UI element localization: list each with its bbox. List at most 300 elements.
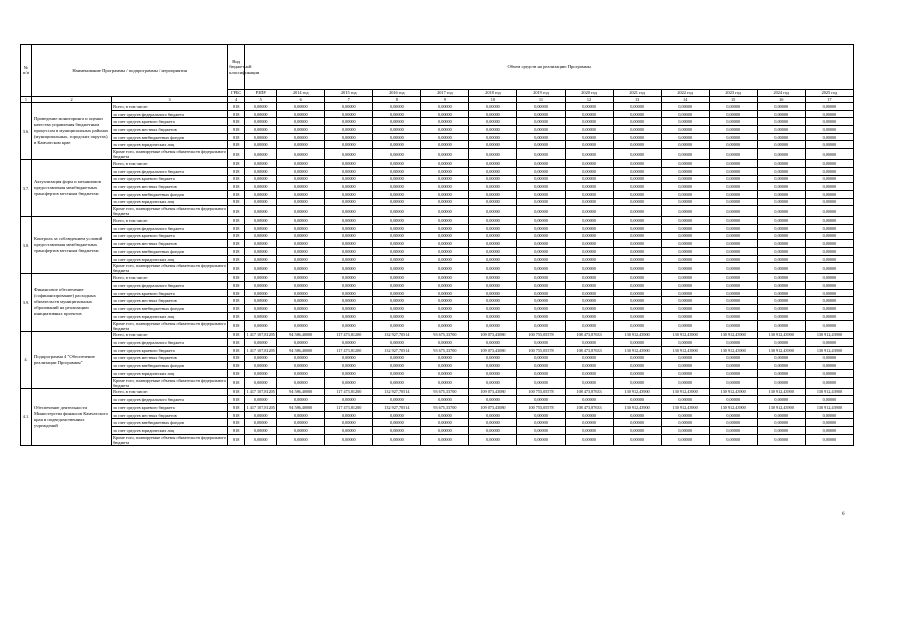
year-value-cell: 0,00000 bbox=[325, 149, 373, 160]
col-header-volume: Объем средств на реализацию Программы bbox=[245, 45, 854, 90]
year-value-cell: 0,00000 bbox=[661, 248, 709, 256]
year-value-cell: 0,00000 bbox=[709, 312, 757, 320]
year-value-cell: 0,00000 bbox=[421, 297, 469, 305]
year-value-cell: 0,00000 bbox=[565, 320, 613, 331]
year-value-cell: 0,00000 bbox=[469, 126, 517, 134]
table-row bbox=[21, 427, 854, 435]
year-value-cell: 0,00000 bbox=[517, 248, 565, 256]
year-value-cell: 0,00000 bbox=[421, 190, 469, 198]
year-value-cell: 0,00000 bbox=[373, 133, 421, 141]
col-number: 6 bbox=[277, 96, 325, 103]
year-value-cell: 0,00000 bbox=[469, 217, 517, 225]
year-value-cell: 0,00000 bbox=[709, 133, 757, 141]
year-value-cell: 0,00000 bbox=[757, 167, 805, 175]
year-value-cell: 108 473,87633 bbox=[565, 346, 613, 354]
year-value-cell: 0,00000 bbox=[517, 263, 565, 274]
total-value-cell: 0,00000 bbox=[245, 167, 277, 175]
year-value-cell: 0,00000 bbox=[757, 354, 805, 362]
table-row bbox=[21, 297, 854, 305]
year-value-cell: 0,00000 bbox=[421, 149, 469, 160]
col-number: 5 bbox=[245, 96, 277, 103]
year-value-cell: 0,00000 bbox=[613, 183, 661, 191]
year-value-cell: 0,00000 bbox=[709, 362, 757, 370]
year-value-cell: 0,00000 bbox=[613, 339, 661, 347]
year-value-cell: 0,00000 bbox=[277, 232, 325, 240]
year-value-cell: 132 927,70514 bbox=[373, 404, 421, 412]
year-value-cell: 0,00000 bbox=[373, 263, 421, 274]
year-value-cell: 130 912,43900 bbox=[661, 346, 709, 354]
year-value-cell: 0,00000 bbox=[565, 339, 613, 347]
year-value-cell: 0,00000 bbox=[805, 190, 853, 198]
item-number: 3.9. bbox=[21, 274, 32, 331]
year-value-cell: 0,00000 bbox=[421, 126, 469, 134]
year-value-cell: 0,00000 bbox=[277, 224, 325, 232]
year-value-cell: 0,00000 bbox=[421, 232, 469, 240]
year-value-cell: 0,00000 bbox=[565, 369, 613, 377]
table-row bbox=[21, 248, 854, 256]
total-value-cell: 0,00000 bbox=[245, 354, 277, 362]
year-value-cell: 0,00000 bbox=[373, 232, 421, 240]
year-value-cell: 0,00000 bbox=[277, 411, 325, 419]
year-value-cell: 0,00000 bbox=[805, 141, 853, 149]
grbs-code: 818 bbox=[228, 149, 245, 160]
grbs-code: 818 bbox=[228, 240, 245, 248]
grbs-code: 818 bbox=[228, 232, 245, 240]
year-value-cell: 0,00000 bbox=[277, 362, 325, 370]
year-value-cell: 0,00000 bbox=[325, 110, 373, 118]
year-value-cell: 0,00000 bbox=[613, 297, 661, 305]
year-value-cell: 0,00000 bbox=[277, 118, 325, 126]
year-value-cell: 0,00000 bbox=[325, 103, 373, 111]
year-value-cell: 0,00000 bbox=[469, 133, 517, 141]
year-value-cell: 0,00000 bbox=[325, 377, 373, 388]
year-value-cell: 0,00000 bbox=[421, 427, 469, 435]
year-value-cell: 0,00000 bbox=[709, 274, 757, 282]
year-value-cell: 0,00000 bbox=[805, 224, 853, 232]
year-value-cell: 0,00000 bbox=[469, 141, 517, 149]
year-value-cell: 0,00000 bbox=[517, 434, 565, 445]
funding-source-label: Кроме того, планируемые объемы обязательств федерального бюджета bbox=[113, 263, 227, 274]
total-value-cell: 0,00000 bbox=[245, 160, 277, 168]
funding-source-label: за счет средств краевого бюджета bbox=[112, 404, 228, 412]
year-value-cell: 0,00000 bbox=[757, 190, 805, 198]
year-value-cell: 0,00000 bbox=[757, 118, 805, 126]
grbs-code: 818 bbox=[228, 289, 245, 297]
year-value-cell: 0,00000 bbox=[805, 434, 853, 445]
year-value-cell: 0,00000 bbox=[517, 175, 565, 183]
year-value-cell: 0,00000 bbox=[373, 255, 421, 263]
grbs-code: 818 bbox=[228, 110, 245, 118]
funding-source-label: Кроме того, планируемые объемы обязательств федерального бюджета bbox=[113, 320, 227, 331]
grbs-code: 818 bbox=[228, 427, 245, 435]
item-number: 4.1. bbox=[21, 388, 32, 445]
year-value-cell: 0,00000 bbox=[325, 305, 373, 313]
col-number: 1 bbox=[21, 96, 32, 103]
year-value-cell: 0,00000 bbox=[421, 175, 469, 183]
col-number: 7 bbox=[325, 96, 373, 103]
table-row bbox=[21, 190, 854, 198]
year-value-cell: 0,00000 bbox=[709, 282, 757, 290]
year-value-cell: 0,00000 bbox=[373, 198, 421, 206]
year-value-cell: 0,00000 bbox=[613, 141, 661, 149]
year-value-cell: 0,00000 bbox=[565, 141, 613, 149]
year-value-cell: 0,00000 bbox=[277, 377, 325, 388]
col-number: 17 bbox=[805, 96, 853, 103]
year-value-cell: 0,00000 bbox=[469, 312, 517, 320]
year-value-cell: 0,00000 bbox=[757, 255, 805, 263]
budget-table bbox=[20, 44, 854, 446]
year-value-cell: 0,00000 bbox=[805, 103, 853, 111]
year-value-cell: 0,00000 bbox=[805, 419, 853, 427]
funding-source-label: за счет средств краевого бюджета bbox=[112, 346, 228, 354]
year-value-cell: 0,00000 bbox=[805, 206, 853, 217]
grbs-code: 818 bbox=[228, 141, 245, 149]
year-value-cell: 0,00000 bbox=[325, 396, 373, 404]
year-value-cell: 0,00000 bbox=[469, 224, 517, 232]
year-value-cell: 0,00000 bbox=[565, 263, 613, 274]
year-value-cell: 0,00000 bbox=[757, 312, 805, 320]
year-value-cell: 0,00000 bbox=[421, 118, 469, 126]
year-value-cell: 0,00000 bbox=[325, 434, 373, 445]
year-value-cell: 0,00000 bbox=[421, 274, 469, 282]
year-value-cell: 108 473,87633 bbox=[565, 388, 613, 396]
grbs-code: 818 bbox=[228, 103, 245, 111]
table-row bbox=[21, 224, 854, 232]
year-value-cell: 0,00000 bbox=[277, 312, 325, 320]
year-value-cell: 117 473,81200 bbox=[325, 388, 373, 396]
year-value-cell: 93 675,33700 bbox=[421, 346, 469, 354]
year-value-cell: 0,00000 bbox=[757, 427, 805, 435]
funding-source-label: за счет средств федерального бюджета bbox=[112, 339, 228, 347]
col-number: 12 bbox=[565, 96, 613, 103]
year-value-cell: 0,00000 bbox=[565, 354, 613, 362]
year-value-cell: 0,00000 bbox=[325, 297, 373, 305]
year-value-cell: 0,00000 bbox=[757, 141, 805, 149]
year-value-cell: 0,00000 bbox=[373, 160, 421, 168]
year-value-cell: 0,00000 bbox=[805, 377, 853, 388]
year-value-cell: 0,00000 bbox=[709, 434, 757, 445]
year-value-cell: 0,00000 bbox=[325, 282, 373, 290]
year-value-cell: 132 927,70514 bbox=[373, 331, 421, 339]
col-header-year: 2016 год bbox=[373, 90, 421, 97]
grbs-code: 818 bbox=[228, 282, 245, 290]
grbs-code: 818 bbox=[228, 183, 245, 191]
year-value-cell: 109 073,43080 bbox=[469, 388, 517, 396]
year-value-cell: 0,00000 bbox=[373, 411, 421, 419]
year-value-cell: 0,00000 bbox=[709, 297, 757, 305]
year-value-cell: 0,00000 bbox=[421, 167, 469, 175]
year-value-cell: 0,00000 bbox=[469, 411, 517, 419]
year-value-cell: 0,00000 bbox=[277, 297, 325, 305]
year-value-cell: 0,00000 bbox=[709, 167, 757, 175]
year-value-cell: 0,00000 bbox=[757, 240, 805, 248]
grbs-code: 818 bbox=[228, 190, 245, 198]
year-value-cell: 0,00000 bbox=[277, 305, 325, 313]
year-value-cell: 0,00000 bbox=[373, 217, 421, 225]
year-value-cell: 130 912,43900 bbox=[757, 404, 805, 412]
year-value-cell: 0,00000 bbox=[661, 183, 709, 191]
year-value-cell: 0,00000 bbox=[661, 118, 709, 126]
year-value-cell: 0,00000 bbox=[325, 183, 373, 191]
year-value-cell: 0,00000 bbox=[421, 240, 469, 248]
year-value-cell: 0,00000 bbox=[277, 133, 325, 141]
year-value-cell: 0,00000 bbox=[661, 110, 709, 118]
year-value-cell: 0,00000 bbox=[517, 289, 565, 297]
year-value-cell: 0,00000 bbox=[325, 274, 373, 282]
year-value-cell: 0,00000 bbox=[613, 396, 661, 404]
grbs-code: 818 bbox=[228, 175, 245, 183]
year-value-cell: 0,00000 bbox=[709, 198, 757, 206]
year-value-cell: 0,00000 bbox=[805, 312, 853, 320]
year-value-cell: 100 755,05578 bbox=[517, 388, 565, 396]
table-row bbox=[21, 160, 854, 168]
grbs-code: 818 bbox=[228, 331, 245, 339]
year-value-cell: 0,00000 bbox=[661, 377, 709, 388]
year-value-cell: 0,00000 bbox=[613, 198, 661, 206]
year-value-cell: 0,00000 bbox=[517, 224, 565, 232]
year-value-cell: 0,00000 bbox=[421, 362, 469, 370]
year-value-cell: 94 586,40000 bbox=[277, 388, 325, 396]
year-value-cell: 0,00000 bbox=[565, 110, 613, 118]
year-value-cell: 0,00000 bbox=[517, 110, 565, 118]
total-value-cell: 0,00000 bbox=[245, 103, 277, 111]
funding-source-label: за счет средств краевого бюджета bbox=[112, 232, 228, 240]
year-value-cell: 0,00000 bbox=[661, 289, 709, 297]
year-value-cell: 0,00000 bbox=[757, 289, 805, 297]
year-value-cell: 0,00000 bbox=[325, 141, 373, 149]
table-row bbox=[21, 411, 854, 419]
total-value-cell: 0,00000 bbox=[245, 141, 277, 149]
funding-source-label: за счет средств федерального бюджета bbox=[112, 282, 228, 290]
year-value-cell: 0,00000 bbox=[805, 167, 853, 175]
total-value-cell: 0,00000 bbox=[245, 282, 277, 290]
year-value-cell: 0,00000 bbox=[709, 427, 757, 435]
year-value-cell: 0,00000 bbox=[373, 282, 421, 290]
year-value-cell: 0,00000 bbox=[613, 312, 661, 320]
total-value-cell: 1 417 107,81205 bbox=[246, 332, 275, 338]
year-value-cell: 0,00000 bbox=[421, 305, 469, 313]
table-row bbox=[21, 183, 854, 191]
year-value-cell: 0,00000 bbox=[661, 141, 709, 149]
year-value-cell: 0,00000 bbox=[613, 149, 661, 160]
year-value-cell: 0,00000 bbox=[373, 427, 421, 435]
grbs-code: 818 bbox=[228, 369, 245, 377]
year-value-cell: 0,00000 bbox=[325, 369, 373, 377]
year-value-cell: 0,00000 bbox=[565, 427, 613, 435]
year-value-cell: 117 473,81200 bbox=[325, 331, 373, 339]
year-value-cell: 0,00000 bbox=[469, 419, 517, 427]
year-value-cell: 0,00000 bbox=[325, 427, 373, 435]
total-value-cell: 0,00000 bbox=[245, 419, 277, 427]
funding-source-label: за счет средств федерального бюджета bbox=[112, 167, 228, 175]
year-value-cell: 0,00000 bbox=[277, 263, 325, 274]
funding-source-label: Всего, в том числе: bbox=[112, 160, 228, 168]
year-value-cell: 130 912,43900 bbox=[805, 331, 853, 339]
year-value-cell: 0,00000 bbox=[805, 126, 853, 134]
year-value-cell: 0,00000 bbox=[373, 369, 421, 377]
year-value-cell: 0,00000 bbox=[469, 160, 517, 168]
table-row bbox=[21, 320, 854, 331]
year-value-cell: 0,00000 bbox=[565, 206, 613, 217]
year-value-cell: 0,00000 bbox=[517, 160, 565, 168]
year-value-cell: 0,00000 bbox=[757, 232, 805, 240]
col-number: 3 bbox=[112, 96, 228, 103]
year-value-cell: 0,00000 bbox=[613, 133, 661, 141]
year-value-cell: 0,00000 bbox=[469, 248, 517, 256]
year-value-cell: 0,00000 bbox=[805, 354, 853, 362]
year-value-cell: 130 912,43900 bbox=[613, 404, 661, 412]
year-value-cell: 0,00000 bbox=[517, 282, 565, 290]
year-value-cell: 0,00000 bbox=[565, 133, 613, 141]
year-value-cell: 0,00000 bbox=[709, 110, 757, 118]
table-row bbox=[21, 118, 854, 126]
year-value-cell: 0,00000 bbox=[709, 354, 757, 362]
year-value-cell: 0,00000 bbox=[661, 369, 709, 377]
year-value-cell: 0,00000 bbox=[277, 217, 325, 225]
year-value-cell: 0,00000 bbox=[373, 297, 421, 305]
year-value-cell: 0,00000 bbox=[517, 274, 565, 282]
year-value-cell: 0,00000 bbox=[805, 297, 853, 305]
year-value-cell: 0,00000 bbox=[805, 110, 853, 118]
funding-source-label: за счет средств внебюджетных фондов bbox=[112, 419, 228, 427]
col-header-year: 2022 год bbox=[661, 90, 709, 97]
year-value-cell: 0,00000 bbox=[373, 354, 421, 362]
year-value-cell: 0,00000 bbox=[325, 289, 373, 297]
year-value-cell: 0,00000 bbox=[373, 362, 421, 370]
year-value-cell: 0,00000 bbox=[421, 248, 469, 256]
funding-source-label: за счет средств юридических лиц bbox=[112, 141, 228, 149]
year-value-cell: 0,00000 bbox=[421, 141, 469, 149]
year-value-cell: 0,00000 bbox=[565, 183, 613, 191]
funding-source-label: за счет средств местных бюджетов bbox=[112, 183, 228, 191]
total-value-cell: 0,00000 bbox=[245, 263, 277, 274]
year-value-cell: 0,00000 bbox=[757, 434, 805, 445]
year-value-cell: 0,00000 bbox=[709, 183, 757, 191]
year-value-cell: 0,00000 bbox=[325, 248, 373, 256]
item-name: Контроль за соблюдением условий предоставления межбюджетных трансфертов местным бюджетам bbox=[32, 217, 112, 274]
year-value-cell: 0,00000 bbox=[277, 320, 325, 331]
year-value-cell: 0,00000 bbox=[757, 149, 805, 160]
year-value-cell: 0,00000 bbox=[373, 248, 421, 256]
grbs-code: 818 bbox=[228, 198, 245, 206]
year-value-cell: 0,00000 bbox=[805, 183, 853, 191]
year-value-cell: 0,00000 bbox=[757, 198, 805, 206]
table-row bbox=[21, 339, 854, 347]
grbs-code: 818 bbox=[228, 305, 245, 313]
grbs-code: 818 bbox=[228, 160, 245, 168]
year-value-cell: 0,00000 bbox=[373, 312, 421, 320]
year-value-cell: 0,00000 bbox=[325, 411, 373, 419]
year-value-cell: 0,00000 bbox=[277, 240, 325, 248]
year-value-cell: 130 912,43900 bbox=[757, 388, 805, 396]
year-value-cell: 0,00000 bbox=[277, 427, 325, 435]
year-value-cell: 0,00000 bbox=[805, 362, 853, 370]
grbs-code: 818 bbox=[228, 339, 245, 347]
year-value-cell: 0,00000 bbox=[805, 118, 853, 126]
year-value-cell: 0,00000 bbox=[277, 141, 325, 149]
year-value-cell: 0,00000 bbox=[277, 190, 325, 198]
year-value-cell: 0,00000 bbox=[277, 339, 325, 347]
year-value-cell: 0,00000 bbox=[661, 198, 709, 206]
year-value-cell: 0,00000 bbox=[373, 110, 421, 118]
year-value-cell: 0,00000 bbox=[709, 369, 757, 377]
col-number: 2 bbox=[32, 96, 112, 103]
total-value-cell: 0,00000 bbox=[245, 369, 277, 377]
year-value-cell: 0,00000 bbox=[709, 149, 757, 160]
year-value-cell: 0,00000 bbox=[325, 175, 373, 183]
total-value-cell: 0,00000 bbox=[245, 320, 277, 331]
total-value-cell: 0,00000 bbox=[245, 255, 277, 263]
grbs-code: 818 bbox=[228, 377, 245, 388]
funding-source-label: за счет средств местных бюджетов bbox=[112, 240, 228, 248]
year-value-cell: 0,00000 bbox=[373, 167, 421, 175]
year-value-cell: 0,00000 bbox=[277, 248, 325, 256]
year-value-cell: 100 755,05578 bbox=[517, 331, 565, 339]
year-value-cell: 0,00000 bbox=[517, 419, 565, 427]
col-header-classification: Вид бюджетной классификации bbox=[228, 45, 245, 90]
year-value-cell: 0,00000 bbox=[661, 411, 709, 419]
year-value-cell: 0,00000 bbox=[565, 419, 613, 427]
year-value-cell: 0,00000 bbox=[421, 312, 469, 320]
year-value-cell: 109 073,43080 bbox=[469, 404, 517, 412]
year-value-cell: 132 927,70514 bbox=[373, 346, 421, 354]
grbs-code: 818 bbox=[228, 248, 245, 256]
year-value-cell: 0,00000 bbox=[373, 206, 421, 217]
item-name: Актуализация форм и механизмов предоставления межбюджетных трансфертов местным бюджетам bbox=[32, 160, 112, 217]
year-value-cell: 0,00000 bbox=[805, 248, 853, 256]
year-value-cell: 0,00000 bbox=[373, 224, 421, 232]
year-value-cell: 0,00000 bbox=[565, 232, 613, 240]
year-value-cell: 0,00000 bbox=[565, 167, 613, 175]
table-row bbox=[21, 274, 854, 282]
year-value-cell: 0,00000 bbox=[373, 240, 421, 248]
year-value-cell: 0,00000 bbox=[469, 167, 517, 175]
year-value-cell: 0,00000 bbox=[565, 396, 613, 404]
table-row bbox=[21, 305, 854, 313]
total-value-cell: 0,00000 bbox=[245, 427, 277, 435]
year-value-cell: 0,00000 bbox=[325, 206, 373, 217]
year-value-cell: 0,00000 bbox=[757, 217, 805, 225]
year-value-cell: 0,00000 bbox=[373, 190, 421, 198]
year-value-cell: 0,00000 bbox=[517, 354, 565, 362]
year-value-cell: 130 912,43900 bbox=[613, 346, 661, 354]
funding-source-label: Кроме того, планируемые объемы обязательств федерального бюджета bbox=[113, 206, 227, 217]
year-value-cell: 0,00000 bbox=[757, 160, 805, 168]
year-value-cell: 0,00000 bbox=[277, 434, 325, 445]
col-header-year: 2019 год bbox=[517, 90, 565, 97]
year-value-cell: 0,00000 bbox=[421, 339, 469, 347]
col-header-number: № п/п bbox=[21, 45, 32, 97]
year-value-cell: 0,00000 bbox=[757, 110, 805, 118]
table-row bbox=[21, 404, 854, 412]
funding-source-label: Всего, в том числе: bbox=[112, 388, 228, 396]
year-value-cell: 0,00000 bbox=[421, 377, 469, 388]
year-value-cell: 108 473,87633 bbox=[565, 331, 613, 339]
funding-source-label: Кроме того, планируемые объемы обязательств федерального бюджета bbox=[113, 149, 227, 160]
year-value-cell: 0,00000 bbox=[565, 289, 613, 297]
year-value-cell: 0,00000 bbox=[325, 190, 373, 198]
year-value-cell: 0,00000 bbox=[277, 289, 325, 297]
col-number: 9 bbox=[421, 96, 469, 103]
year-value-cell: 0,00000 bbox=[565, 255, 613, 263]
funding-source-label: за счет средств местных бюджетов bbox=[112, 297, 228, 305]
year-value-cell: 0,00000 bbox=[469, 263, 517, 274]
year-value-cell: 0,00000 bbox=[805, 427, 853, 435]
year-value-cell: 0,00000 bbox=[805, 396, 853, 404]
year-value-cell: 0,00000 bbox=[469, 354, 517, 362]
header-row bbox=[21, 45, 854, 90]
year-value-cell: 0,00000 bbox=[469, 175, 517, 183]
